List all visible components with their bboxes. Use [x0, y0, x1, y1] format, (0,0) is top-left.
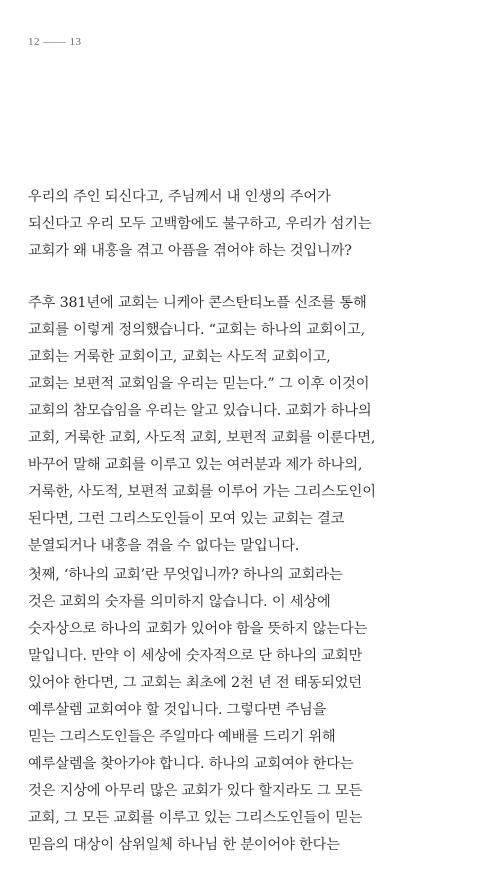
paragraph-1 — [28, 184, 488, 265]
text-line: 교회는 보편적 교회임을 우리는 믿는다.” 그 이후 이것이 — [28, 376, 370, 392]
text-line: 믿는 그리스도인들은 주일마다 예배를 드리기 위해 — [28, 729, 336, 745]
text-line: 숫자상으로 하나의 교회가 있어야 함을 뜻하지 않는다는 — [28, 621, 368, 637]
text-line: 말입니다. 만약 이 세상에 숫자적으로 단 하나의 교회만 — [28, 648, 363, 664]
text-line: 교회의 참모습임을 우리는 알고 있습니다. 교회가 하나의 — [28, 403, 372, 419]
text-line: 예루살렘 교회여야 할 것입니다. 그렇다면 주님을 — [28, 702, 327, 718]
text-line: 첫째, ‘하나의 교회’란 무엇입니까? 하나의 교회라는 — [28, 567, 343, 583]
text-line: 된다면, 그런 그리스도인들이 모여 있는 교회는 결코 — [28, 511, 345, 527]
text-line: 교회, 그 모든 교회를 이루고 있는 그리스도인들이 믿는 — [28, 810, 363, 826]
text-line: 믿음의 대상이 삼위일체 하나님 한 분이어야 한다는 — [28, 837, 340, 853]
paragraph-3 — [28, 562, 488, 859]
page-number: 12 —— 13 — [28, 36, 82, 48]
text-line: 교회가 왜 내홍을 겪고 아픔을 겪어야 하는 것입니까? — [28, 243, 352, 259]
text-line: 교회를 이렇게 정의했습니다. “교회는 하나의 교회이고, — [28, 322, 365, 338]
text-line: 분열되거나 내홍을 겪을 수 없다는 말입니다. — [28, 538, 300, 554]
text-line: 거룩한, 사도적, 보편적 교회를 이루어 가는 그리스도인이 — [28, 484, 376, 500]
text-line: 있어야 한다면, 그 교회는 최초에 2천 년 전 태동되었던 — [28, 675, 362, 691]
text-line: 교회는 거룩한 교회이고, 교회는 사도적 교회이고, — [28, 349, 331, 365]
text-line: 예루살렘을 찾아가야 합니다. 하나의 교회여야 한다는 — [28, 756, 354, 772]
text-line: 것은 교회의 숫자를 의미하지 않습니다. 이 세상에 — [28, 594, 331, 610]
text-line: 교회, 거룩한 교회, 사도적 교회, 보편적 교회를 이룬다면, — [28, 430, 376, 446]
text-line: 되신다고 우리 모두 고백함에도 불구하고, 우리가 섬기는 — [28, 216, 372, 232]
text-line: 주후 381년에 교회는 니케아 콘스탄티노플 신조를 통해 — [28, 295, 367, 311]
text-line: 것은 지상에 아무리 많은 교회가 있다 할지라도 그 모든 — [28, 783, 363, 799]
text-line: 우리의 주인 되신다고, 주님께서 내 인생의 주어가 — [28, 189, 331, 205]
text-line: 바꾸어 말해 교회를 이루고 있는 여러분과 제가 하나의, — [28, 457, 363, 473]
paragraph-2 — [28, 290, 488, 560]
